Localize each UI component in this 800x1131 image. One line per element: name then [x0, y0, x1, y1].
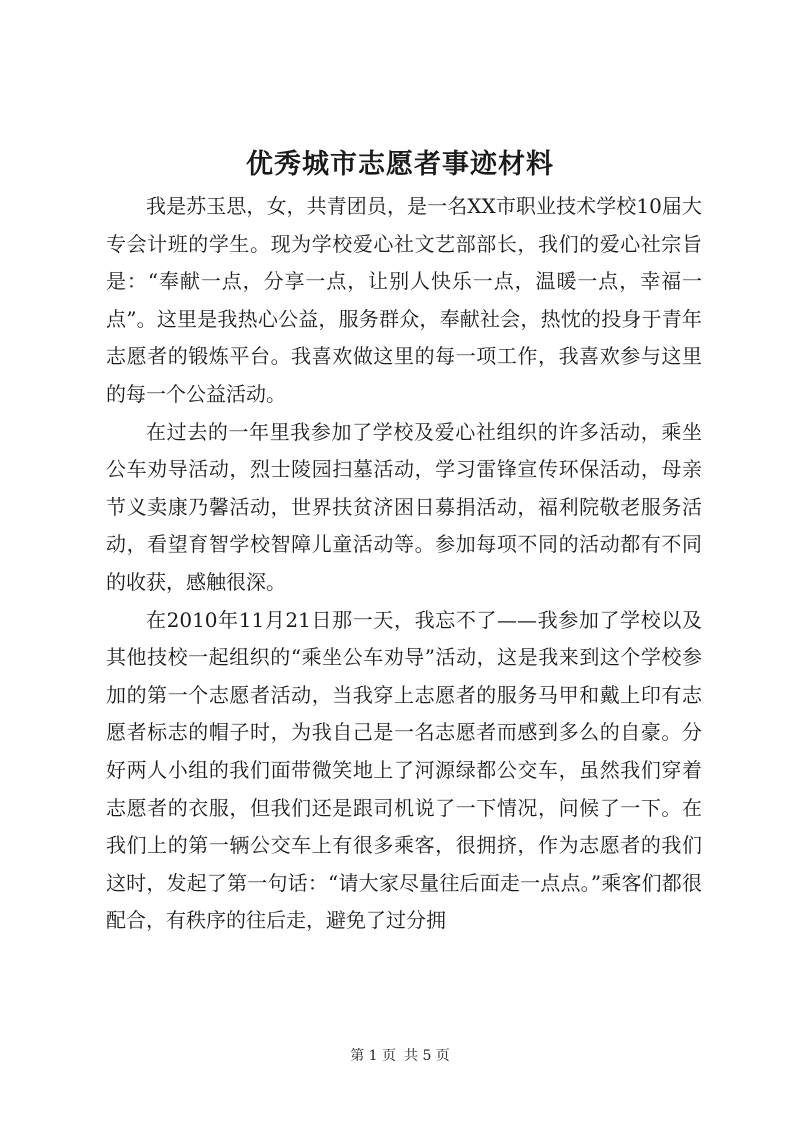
page-footer: [0, 1045, 800, 1065]
document-title: 优秀城市志愿者事迹材料: [246, 149, 554, 180]
paragraph-2: 在过去的一年里我参加了学校及爱心社组织的许多活动，乘坐公车劝导活动，烈士陵园扫墓活动，学习雷锋宣传环保活动，母亲节义卖康乃馨活动，世界扶贫济困日募捐活动，福利院敬老服务活动，看望育智学校智障儿童活动等。参加每项不同的活动都有不同的收获，感触很深。: [106, 419, 702, 594]
page-number: 第 1 页: [350, 1048, 396, 1064]
page-total: 共 5 页: [404, 1048, 450, 1064]
document-body: [106, 188, 702, 940]
paragraph-3: 在2010年11月21日那一天，我忘不了——我参加了学校以及其他技校一起组织的“乘坐公车劝导”活动，这是我来到这个学校参加的第一个志愿者活动，当我穿上志愿者的服务马甲和戴上印有志愿者标志的帽子时，为我自己是一名志愿者而感到多么的自豪。分好两人小组的我们面带微笑地上了河源绿都公交车，虽然我们穿着志愿者的衣服，但我们还是跟司机说了一下情况，问候了一下。在我们上的第一辆公交车上有很多乘客，很拥挤，作为志愿者的我们这时，发起了第一句话：“请大家尽量往后面走一点点。”乘客们都很配合，有秩序的往后走，避免了过分拥: [106, 607, 702, 933]
paragraph-1: 我是苏玉思，女，共青团员，是一名XX市职业技术学校10届大专会计班的学生。现为学校爱心社文艺部部长，我们的爱心社宗旨是：“奉献一点，分享一点，让别人快乐一点，温暖一点，幸福一点”。这里是我热心公益，服务群众，奉献社会，热忱的投身于青年志愿者的锻炼平台。我喜欢做这里的每一项工作，我喜欢参与这里的每一个公益活动。: [106, 194, 702, 406]
